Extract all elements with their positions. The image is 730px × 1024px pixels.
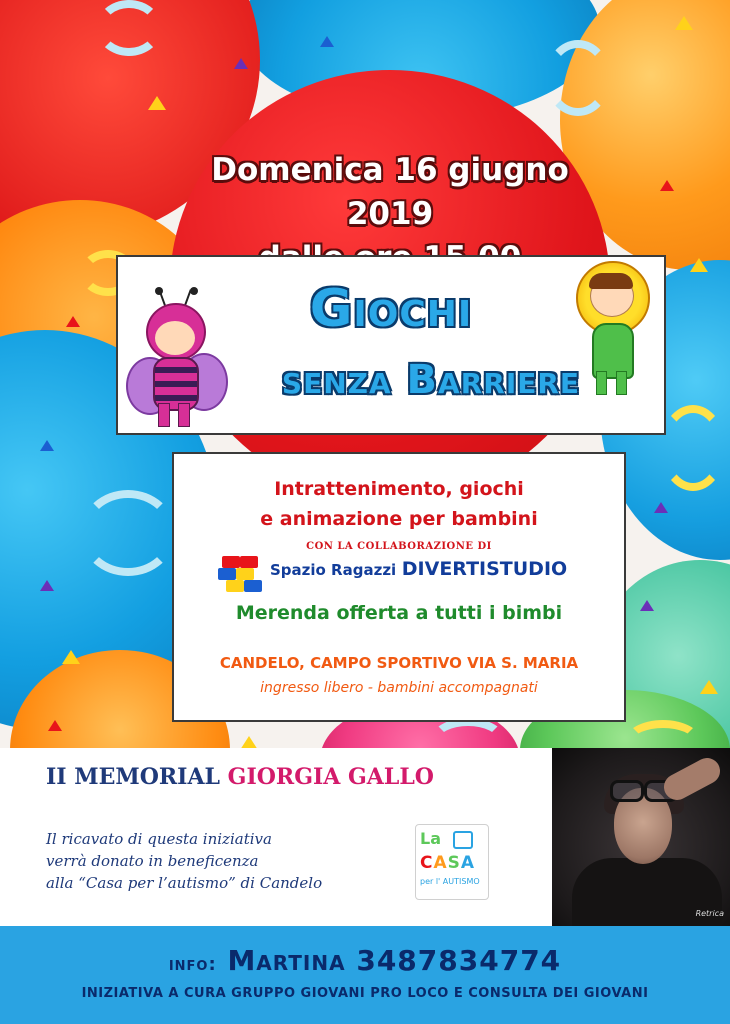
event-title-line1: Giochi [309,279,473,339]
confetti-piece [654,502,668,513]
confetti-piece [40,440,54,451]
snack-note: Merenda offerta a tutti i bimbi [235,602,563,624]
confetti-piece [675,16,693,30]
logo-line-1: La [420,829,441,848]
streamer-ribbon [80,490,176,576]
contact-line [0,944,730,977]
date-line: Domenica 16 giugno 2019 [211,152,569,232]
memorial-desc-line: Il ricavato di questa iniziativa [46,830,272,848]
memorial-title-name: GIORGIA GALLO [227,764,434,790]
access-note: ingresso libero - bambini accompagnati [260,680,538,696]
contact-bar [0,926,730,1024]
confetti-piece [62,650,80,664]
sunflower-child-illustration [568,257,658,397]
confetti-piece [320,36,334,47]
confetti-piece [640,600,654,611]
house-icon [453,831,473,849]
collaboration-label: CON LA COLLABORAZIONE DI [306,541,492,552]
contact-name: Martina [227,944,346,977]
partner-name-big: DIVERTISTUDIO [401,558,568,580]
event-title-line2: senza Barriere [281,357,581,403]
memorial-section [0,748,730,926]
event-details-panel [172,452,626,722]
casa-autismo-logo [415,824,489,900]
activities-line-1: Intrattenimento, giochi [274,478,524,500]
photo-watermark: Retrica [695,909,724,918]
memorial-title [46,764,434,790]
confetti-piece [700,680,718,694]
confetti-piece [66,316,80,327]
confetti-piece [234,58,248,69]
confetti-piece [40,580,54,591]
streamer-ribbon [660,405,726,491]
memorial-portrait-photo [552,748,730,926]
confetti-piece [660,180,674,191]
organizer-note: INIZIATIVA A CURA GRUPPO GIOVANI PRO LOCO E CONSULTA DEI GIOVANI [81,986,649,1001]
title-panel [116,255,666,435]
contact-label: info: [168,954,217,975]
activities-line-2: e animazione per bambini [260,508,538,530]
contact-phone: 3487834774 [356,944,562,977]
memorial-description [46,828,322,894]
butterfly-child-illustration [124,287,224,427]
memorial-desc-line: alla “Casa per l’autismo” di Candelo [46,874,323,892]
confetti-piece [48,720,62,731]
partner-name-small: Spazio Ragazzi [270,561,397,579]
memorial-desc-line: verrà donato in beneficenza [46,852,259,870]
confetti-piece [690,258,708,272]
streamer-ribbon [96,0,162,56]
building-blocks-icon [218,554,264,590]
memorial-title-prefix: II MEMORIAL [46,764,220,790]
logo-line-3: per l' AUTISMO [420,877,480,886]
event-location: CANDELO, CAMPO SPORTIVO VIA S. MARIA [219,654,579,672]
logo-line-2: CASA [420,853,476,873]
confetti-piece [148,96,166,110]
partner-brand [218,552,568,592]
streamer-ribbon [545,40,611,116]
